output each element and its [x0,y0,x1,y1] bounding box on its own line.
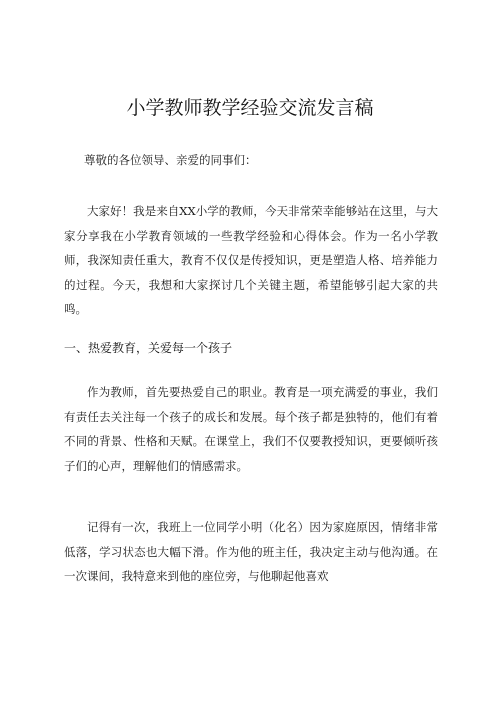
paragraph-student-story: 记得有一次，我班上一位同学小明（化名）因为家庭原因，情绪非常低落，学习状态也大幅下滑。作为他的班主任，我决定主动与他沟通。在一次课间，我特意来到他的座位旁，与他聊起他喜欢 [64,520,438,583]
paragraph-love-education: 作为教师，首先要热爱自己的职业。教育是一项充满爱的事业，我们有责任去关注每一个孩子的成长和发展。每个孩子都是独特的，他们有着不同的背景、性格和天赋。在课堂上，我们不仅要教授知识，更要倾听孩子们的心声，理解他们的情感需求。 [64,385,438,473]
salutation: 尊敬的各位领导、亲爱的同事们： [84,153,257,167]
paragraph-intro: 大家好！我是来自XX小学的教师，今天非常荣幸能够站在这里，与大家分享我在小学教育领域的一些教学经验和心得体会。作为一名小学教师，我深知责任重大，教育不仅仅是传授知识，更是塑造人格、培养能力的过程。今天，我想和大家探讨几个关键主题，希望能够引起大家的共鸣。 [64,204,438,316]
section-heading-love-education: 一、热爱教育，关爱每一个孩子 [64,341,233,355]
document-title: 小学教师教学经验交流发言稿 [126,97,374,119]
